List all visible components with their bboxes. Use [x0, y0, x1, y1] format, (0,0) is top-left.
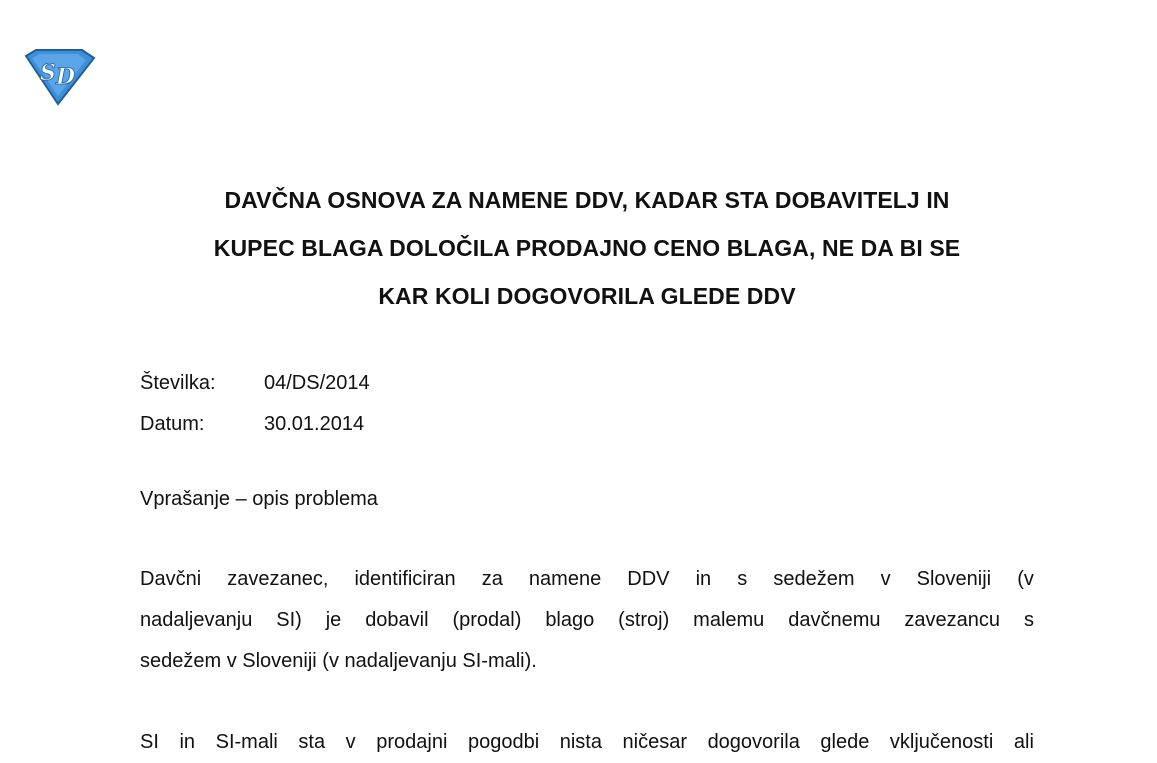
- word: pogodbi: [467, 731, 540, 753]
- title-line-3: KAR KOLI DOGOVORILA GLEDE DDV: [378, 283, 796, 309]
- word: ničesar: [622, 731, 687, 753]
- sd-diamond-logo-icon: [22, 48, 96, 106]
- section-heading: Vprašanje – opis problema: [140, 488, 378, 510]
- company-logo: [22, 48, 96, 106]
- word: nadaljevanju: [140, 609, 253, 631]
- document-title: [140, 176, 1034, 320]
- word: ali: [1013, 731, 1034, 753]
- word: prodajni: [376, 731, 448, 753]
- word: SI: [140, 731, 159, 753]
- word: zavezancu: [904, 609, 1001, 631]
- word: nista: [559, 731, 602, 753]
- word: identificiran: [354, 568, 456, 590]
- word: v: [345, 731, 356, 753]
- document-meta: [140, 363, 370, 445]
- number-row: [140, 363, 370, 404]
- word: SI): [276, 609, 302, 631]
- word: namene: [528, 568, 602, 590]
- word: Sloveniji: [916, 568, 992, 590]
- word: s: [737, 568, 748, 590]
- word: zavezanec,: [227, 568, 329, 590]
- word: malemu: [693, 609, 765, 631]
- word: sta: [298, 731, 326, 753]
- word: in: [179, 731, 196, 753]
- word: v: [880, 568, 891, 590]
- number-value: 04/DS/2014: [264, 372, 370, 394]
- logo-letter-s: S: [40, 60, 56, 86]
- paragraph-1-line-1: [140, 559, 1034, 600]
- word: sedežem: [773, 568, 855, 590]
- title-line-1: DAVČNA OSNOVA ZA NAMENE DDV, KADAR STA DOBAVITELJ IN: [224, 187, 950, 213]
- number-label: Številka:: [140, 372, 216, 394]
- word: (v: [1017, 568, 1034, 590]
- word: dogovorila: [707, 731, 800, 753]
- date-label: Datum:: [140, 413, 205, 435]
- word: DDV: [627, 568, 670, 590]
- title-line-2: KUPEC BLAGA DOLOČILA PRODAJNO CENO BLAGA, NE DA BI SE: [213, 235, 961, 261]
- word: (stroj): [618, 609, 670, 631]
- word: (prodal): [452, 609, 522, 631]
- word: vključenosti: [889, 731, 994, 753]
- word: za: [481, 568, 503, 590]
- word: SI-mali: [215, 731, 278, 753]
- word: davčnemu: [788, 609, 881, 631]
- word: Davčni: [140, 568, 202, 590]
- word: blago: [545, 609, 595, 631]
- word: je: [325, 609, 342, 631]
- paragraph-1-line-3: sedežem v Sloveniji (v nadaljevanju SI-mali).: [140, 650, 537, 672]
- word: s: [1023, 609, 1034, 631]
- date-row: [140, 404, 370, 445]
- word: dobavil: [365, 609, 429, 631]
- paragraph-1: [140, 559, 1034, 682]
- logo-letter-d: D: [56, 64, 76, 90]
- paragraph-1-line-2: [140, 600, 1034, 641]
- word: glede: [820, 731, 870, 753]
- date-value: 30.01.2014: [264, 413, 365, 435]
- word: in: [695, 568, 712, 590]
